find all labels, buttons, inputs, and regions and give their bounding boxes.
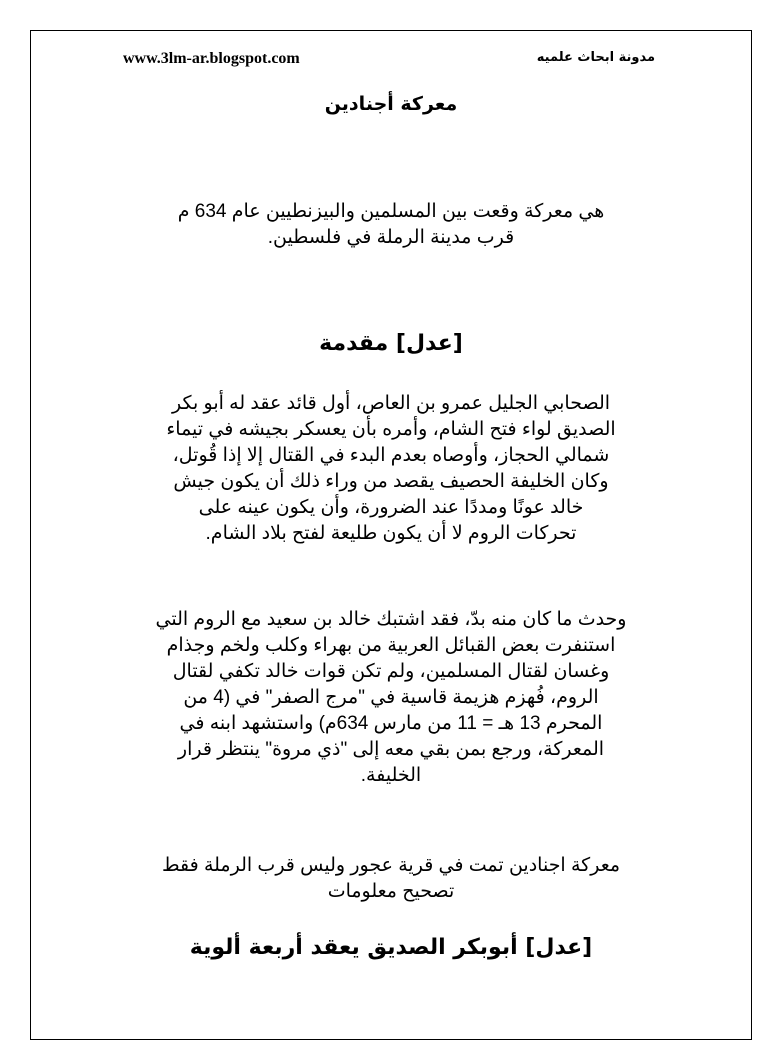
paragraph-line: المحرم 13 هـ = 11 من مارس 634م) واستشهد ابنه في <box>179 713 603 734</box>
header-url[interactable]: www.3lm-ar.blogspot.com <box>123 50 300 67</box>
paragraph-line: وغسان لقتال المسلمين، ولم تكن قوات خالد تكفي لقتال <box>172 661 610 682</box>
intro-line: هي معركة وقعت بين المسلمين والبيزنطيين عام 634 م <box>177 201 605 222</box>
section-heading-introduction: [عدل] مقدمة <box>319 331 463 356</box>
paragraph-line: الصحابي الجليل عمرو بن العاص، أول قائد عقد له أبو بكر <box>171 393 611 414</box>
paragraph-line: الصديق لواء فتح الشام، وأمره بأن يعسكر بجيشه في تيماء <box>166 419 616 440</box>
section-heading-four-banners: [عدل] أبوبكر الصديق يعقد أربعة ألوية <box>189 935 593 960</box>
paragraph-line: خالد عونًا ومددًا عند الضرورة، وأن يكون عينه على <box>198 497 584 518</box>
paragraph-line: استنفرت بعض القبائل العربية من بهراء وكلب ولخم وجذام <box>166 635 616 656</box>
header-blog-name: مدونة ابحاث علميه <box>536 50 655 65</box>
paragraph-line: وحدث ما كان منه بدّ، فقد اشتبك خالد بن سعيد مع الروم التي <box>155 609 627 630</box>
paragraph-1 <box>111 391 671 547</box>
paragraph-line: الخليفة. <box>360 765 422 786</box>
paragraph-line: الروم، فُهزم هزيمة قاسية في "مرج الصفر" في (4 من <box>183 687 599 708</box>
paragraph-line: تصحيح معلومات <box>327 881 455 902</box>
paragraph-line: وكان الخليفة الحصيف يقصد من وراء ذلك أن يكون جيش <box>173 471 609 492</box>
intro-line: قرب مدينة الرملة في فلسطين. <box>267 227 515 248</box>
paragraph-line: شمالي الحجاز، وأوصاه بعدم البدء في القتال إلا إذا قُوتل، <box>172 445 610 466</box>
paragraph-2 <box>111 607 671 789</box>
paragraph-3 <box>111 853 671 905</box>
page-title: معركة أجنادين <box>324 93 458 115</box>
paragraph-line: تحركات الروم لا أن يكون طليعة لفتح بلاد الشام. <box>205 523 577 544</box>
paragraph-line: المعركة، ورجع بمن بقي معه إلى "ذي مروة" ينتظر قرار <box>177 739 605 760</box>
document-page <box>30 30 752 1040</box>
intro-paragraph <box>111 199 671 251</box>
paragraph-line: معركة اجنادين تمت في قرية عجور وليس قرب الرملة فقط <box>161 855 621 876</box>
